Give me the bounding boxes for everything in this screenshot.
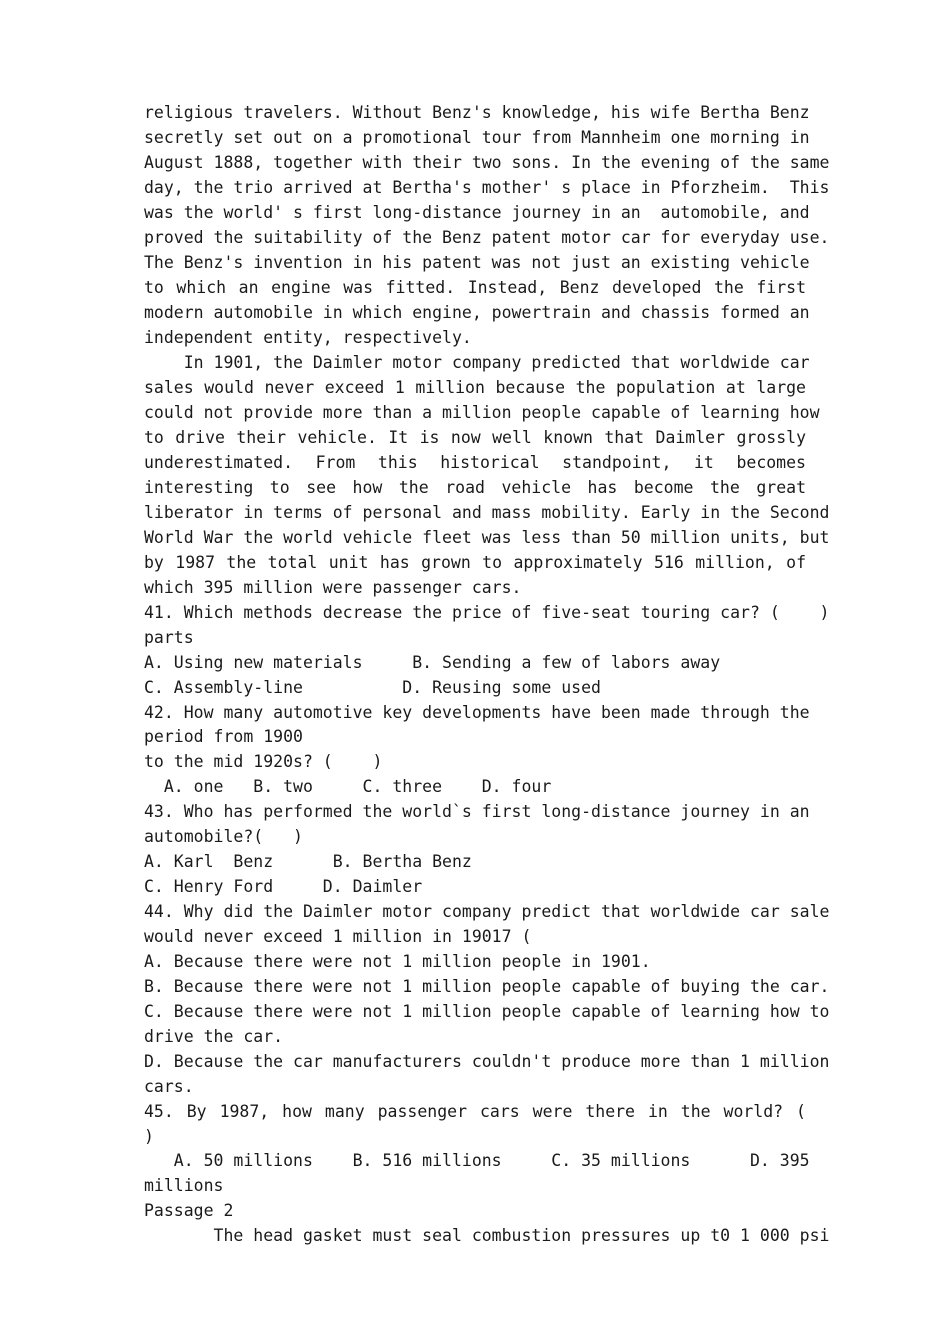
question-42-stem-cont: period from 1900 [144, 727, 303, 746]
question-41-stem-cont: parts [144, 628, 194, 647]
passage2-heading: Passage 2 [144, 1201, 234, 1220]
passage1-line: The Benz's invention in his patent was not just an existing vehicle [144, 253, 810, 272]
passage1-line: to drive their vehicle. It is now well known that Daimler grossly [144, 428, 806, 447]
passage1-line: religious travelers. Without Benz's knowledge, his wife Bertha Benz [144, 103, 810, 122]
question-43-stem: 43. Who has performed the world`s first long-distance journey in an [144, 802, 810, 821]
passage1-line: could not provide more than a million people capable of learning how [144, 403, 820, 422]
passage1-line: liberator in terms of personal and mass mobility. Early in the Second [144, 503, 830, 522]
question-42-stem: 42. How many automotive key developments have been made through the [144, 703, 810, 722]
question-41-options: C. Assembly-line D. Reusing some used [144, 678, 601, 697]
question-43-options: A. Karl Benz B. Bertha Benz [144, 852, 472, 871]
passage1-line: which 395 million were passenger cars. [144, 578, 522, 597]
question-44-option-d: D. Because the car manufacturers couldn't produce more than 1 million [144, 1052, 830, 1071]
question-44-stem: 44. Why did the Daimler motor company predict that worldwide car sale [144, 902, 830, 921]
question-44-option-d-cont: cars. [144, 1077, 194, 1096]
passage1-line: In 1901, the Daimler motor company predicted that worldwide car [144, 353, 810, 372]
question-44-stem-cont: would never exceed 1 million in 19017 ( [144, 927, 532, 946]
question-45-stem-cont: ) [144, 1127, 154, 1146]
passage1-line: secretly set out on a promotional tour from Mannheim one morning in [144, 128, 810, 147]
question-44-option-a: A. Because there were not 1 million people in 1901. [144, 952, 651, 971]
passage2-line: The head gasket must seal combustion pressures up t0 1 000 psi [144, 1226, 830, 1245]
question-41-stem: 41. Which methods decrease the price of five-seat touring car? ( ) [144, 603, 830, 622]
question-41-options: A. Using new materials B. Sending a few of labors away [144, 653, 721, 672]
question-43-options: C. Henry Ford D. Daimler [144, 877, 423, 896]
question-45-options: A. 50 millions B. 516 millions C. 35 millions D. 395 [144, 1151, 810, 1170]
passage1-line: interesting to see how the road vehicle has become the great [144, 478, 806, 497]
passage1-line: independent entity, respectively. [144, 328, 472, 347]
question-42-options: A. one B. two C. three D. four [144, 777, 552, 796]
passage1-line: modern automobile in which engine, powertrain and chassis formed an [144, 303, 810, 322]
question-44-option-c-cont: drive the car. [144, 1027, 284, 1046]
passage1-line: day, the trio arrived at Bertha's mother' s place in Pforzheim. This [144, 178, 830, 197]
passage1-line: to which an engine was fitted. Instead, Benz developed the first [144, 278, 806, 297]
question-45-stem: 45. By 1987, how many passenger cars were there in the world? ( [144, 1102, 806, 1121]
passage1-line: was the world' s first long-distance journey in an automobile, and [144, 203, 810, 222]
passage1-line: sales would never exceed 1 million because the population at large [144, 378, 806, 397]
passage1-line: August 1888, together with their two sons. In the evening of the same [144, 153, 830, 172]
question-43-stem-cont: automobile?( ) [144, 827, 303, 846]
passage1-line: proved the suitability of the Benz patent motor car for everyday use. [144, 228, 830, 247]
question-44-option-b: B. Because there were not 1 million people capable of buying the car. [144, 977, 830, 996]
question-45-options-cont: millions [144, 1176, 224, 1195]
passage1-line: underestimated. From this historical standpoint, it becomes [144, 453, 806, 472]
question-42-stem-cont: to the mid 1920s? ( ) [144, 752, 383, 771]
passage1-line: by 1987 the total unit has grown to approximately 516 million, of [144, 553, 806, 572]
passage1-line: World War the world vehicle fleet was less than 50 million units, but [144, 528, 830, 547]
question-44-option-c: C. Because there were not 1 million people capable of learning how to [144, 1002, 830, 1021]
